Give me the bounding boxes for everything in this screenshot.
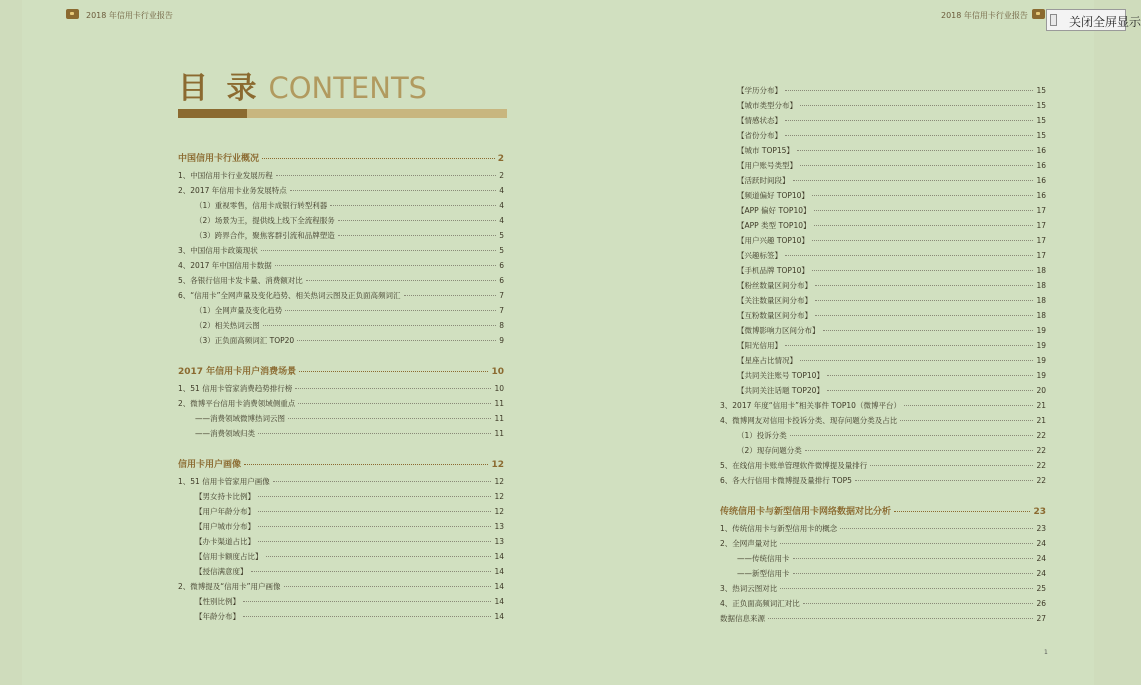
toc-entry[interactable] (178, 186, 504, 196)
toc-leader-dots (785, 90, 1033, 91)
toc-page-number: 10 (494, 384, 504, 393)
toc-entry-title: 【情感状态】 (737, 116, 782, 125)
toc-entry[interactable] (178, 384, 504, 394)
toc-page-number: 23 (1036, 524, 1046, 533)
toc-page-number: 17 (1036, 206, 1046, 215)
toc-entry-title: 【性别比例】 (195, 597, 240, 606)
toc-leader-dots (855, 480, 1034, 481)
toc-entry[interactable] (737, 191, 1046, 201)
toc-leader-dots (797, 150, 1034, 151)
toc-entry-title: 【城市 TOP15】 (737, 146, 794, 155)
toc-leader-dots (298, 403, 491, 404)
toc-page-number: 5 (499, 246, 504, 255)
toc-entry[interactable] (195, 537, 504, 547)
toc-page-number: 18 (1036, 311, 1046, 320)
title-underline-bar (178, 109, 507, 118)
toc-leader-dots (295, 388, 491, 389)
toc-leader-dots (244, 464, 488, 465)
toc-leader-dots (793, 558, 1034, 559)
toc-page-number: 22 (1036, 431, 1046, 440)
toc-leader-dots (299, 371, 488, 372)
toc-page-number: 13 (494, 537, 504, 546)
toc-entry-title: 【省份分布】 (737, 131, 782, 140)
toc-page-number: 16 (1036, 161, 1046, 170)
toc-entry[interactable] (737, 311, 1046, 321)
toc-leader-dots (785, 255, 1033, 256)
toc-page-number: 15 (1036, 131, 1046, 140)
toc-page-number: 22 (1036, 461, 1046, 470)
toc-entry[interactable] (720, 539, 1046, 549)
toc-entry[interactable] (195, 231, 504, 241)
toc-section-heading[interactable] (178, 367, 504, 377)
toc-page-number: 14 (494, 612, 504, 621)
toc-page-number: 4 (499, 201, 504, 210)
toc-leader-dots (785, 135, 1033, 136)
toc-page-number: 19 (1036, 356, 1046, 365)
header-left-title: 2018 年信用卡行业报告 (86, 11, 173, 20)
toc-entry[interactable] (195, 414, 504, 424)
toc-page-number: 13 (494, 522, 504, 531)
toc-entry-title: 2、2017 年信用卡业务发展特点 (178, 186, 287, 195)
toc-page-number: 4 (499, 186, 504, 195)
drag-handle-icon (1050, 14, 1057, 26)
toc-entry[interactable] (178, 246, 504, 256)
toc-page-number: 4 (499, 216, 504, 225)
report-logo-icon (1032, 9, 1045, 19)
toc-entry-title: 【用户年龄分布】 (195, 507, 255, 516)
toc-entry-title: 【办卡渠道占比】 (195, 537, 255, 546)
toc-entry[interactable] (720, 416, 1046, 426)
toc-entry[interactable] (195, 492, 504, 502)
toc-page-number: 10 (491, 367, 504, 377)
toc-leader-dots (815, 315, 1033, 316)
toc-entry-title: 数据信息来源 (720, 614, 765, 623)
toc-entry[interactable] (195, 522, 504, 532)
toc-entry[interactable] (720, 524, 1046, 534)
toc-entry[interactable] (195, 507, 504, 517)
toc-page-number: 14 (494, 567, 504, 576)
close-fullscreen-label: 关闭全屏显示 (1069, 15, 1141, 29)
toc-page-number: 16 (1036, 146, 1046, 155)
toc-page-number: 16 (1036, 176, 1046, 185)
toc-leader-dots (284, 586, 492, 587)
toc-entry[interactable] (720, 461, 1046, 471)
toc-entry-title: （1）全网声量及变化趋势 (195, 306, 283, 315)
toc-page-number: 14 (494, 582, 504, 591)
toc-page-number: 26 (1036, 599, 1046, 608)
toc-entry[interactable] (178, 582, 504, 592)
toc-leader-dots (306, 280, 496, 281)
toc-entry-title: 6、各大行信用卡微博提及量排行 TOP5 (720, 476, 852, 485)
toc-leader-dots (266, 556, 492, 557)
toc-entry[interactable] (178, 171, 504, 181)
toc-entry-title: 【年龄分布】 (195, 612, 240, 621)
title-underline-accent (178, 109, 247, 118)
toc-leader-dots (812, 240, 1034, 241)
toc-entry[interactable] (178, 291, 504, 301)
toc-page-number: 22 (1036, 476, 1046, 485)
toc-leader-dots (258, 526, 491, 527)
toc-entry-title: 【APP 偏好 TOP10】 (737, 206, 811, 215)
title-english: CONTENTS (268, 71, 428, 105)
toc-leader-dots (338, 235, 496, 236)
toc-entry-title: （2）现存问题分类 (737, 446, 802, 455)
toc-section-heading[interactable] (720, 507, 1046, 517)
toc-entry-title: 【学历分布】 (737, 86, 782, 95)
toc-entry-title: 【星座占比情况】 (737, 356, 797, 365)
toc-leader-dots (258, 496, 491, 497)
toc-entry[interactable] (195, 216, 504, 226)
toc-entry[interactable] (195, 552, 504, 562)
toc-page-number: 14 (494, 597, 504, 606)
toc-entry-title: 【粉丝数量区间分布】 (737, 281, 812, 290)
toc-page-number: 11 (494, 429, 504, 438)
toc-entry[interactable] (720, 614, 1046, 624)
toc-entry-title: 【互粉数量区间分布】 (737, 311, 812, 320)
toc-leader-dots (823, 330, 1034, 331)
toc-entry-title: 【授信满意度】 (195, 567, 248, 576)
toc-page-number: 9 (499, 336, 504, 345)
toc-leader-dots (800, 165, 1033, 166)
toc-entry-title: （2）场景为王，提供线上线下全流程服务 (195, 216, 335, 225)
toc-entry[interactable] (737, 161, 1046, 171)
toc-entry-title: 【男女持卡比例】 (195, 492, 255, 501)
toc-leader-dots (870, 465, 1033, 466)
toc-entry[interactable] (737, 176, 1046, 186)
toc-leader-dots (262, 158, 495, 159)
toc-entry-title: ——消费领域微博热词云图 (195, 414, 285, 423)
toc-entry-title: 1、51 信用卡管家用户画像 (178, 477, 270, 486)
toc-entry-title: 【APP 类型 TOP10】 (737, 221, 811, 230)
toc-entry-title: （2）相关热词云图 (195, 321, 260, 330)
toc-page-number: 24 (1036, 569, 1046, 578)
toc-entry-title: 【用户兴趣 TOP10】 (737, 236, 809, 245)
toc-leader-dots (261, 250, 496, 251)
toc-page-number: 11 (494, 399, 504, 408)
toc-leader-dots (263, 325, 496, 326)
toc-entry[interactable] (195, 612, 504, 622)
toc-page-number: 12 (494, 492, 504, 501)
page-number: 1 (1044, 649, 1048, 656)
toc-entry[interactable] (737, 206, 1046, 216)
toc-leader-dots (840, 528, 1033, 529)
toc-entry-title: 6、“信用卡”全网声量及变化趋势、相关热词云图及正负面高频词汇 (178, 291, 401, 300)
toc-entry[interactable] (720, 584, 1046, 594)
toc-entry[interactable] (195, 429, 504, 439)
toc-leader-dots (803, 603, 1034, 604)
toc-entry-title: 2、全网声量对比 (720, 539, 778, 548)
toc-page-number: 6 (499, 276, 504, 285)
toc-entry-title: 【信用卡额度占比】 (195, 552, 263, 561)
toc-leader-dots (814, 225, 1034, 226)
toc-entry-title: 2、微博提及“信用卡”用户画像 (178, 582, 281, 591)
toc-entry-title: 3、2017 年度“信用卡”相关事件 TOP10（微博平台） (720, 401, 901, 410)
toc-page-number: 21 (1036, 401, 1046, 410)
toc-page-number: 15 (1036, 86, 1046, 95)
toc-entry[interactable] (737, 341, 1046, 351)
toc-entry-title: 【共同关注话题 TOP20】 (737, 386, 824, 395)
toc-leader-dots (338, 220, 496, 221)
toc-entry[interactable] (195, 321, 504, 331)
toc-entry-title: 2017 年信用卡用户消费场景 (178, 367, 297, 377)
toc-entry-title: ——新型信用卡 (737, 569, 790, 578)
toc-section-heading[interactable] (178, 154, 504, 164)
toc-entry[interactable] (737, 251, 1046, 261)
toc-page-number: 14 (494, 552, 504, 561)
toc-page-number: 12 (494, 477, 504, 486)
toc-leader-dots (812, 195, 1034, 196)
toc-entry[interactable] (737, 131, 1046, 141)
toc-entry[interactable] (737, 281, 1046, 291)
toc-page-number: 18 (1036, 296, 1046, 305)
toc-page-number: 19 (1036, 341, 1046, 350)
toc-entry-title: 【微博影响力区间分布】 (737, 326, 820, 335)
toc-entry[interactable] (720, 476, 1046, 486)
toc-entry[interactable] (737, 371, 1046, 381)
toc-page-number: 2 (499, 171, 504, 180)
toc-entry-title: 5、各银行信用卡发卡量、消费额对比 (178, 276, 303, 285)
toc-leader-dots (785, 120, 1033, 121)
toc-leader-dots (780, 588, 1033, 589)
toc-leader-dots (258, 511, 491, 512)
toc-entry[interactable] (737, 116, 1046, 126)
toc-leader-dots (900, 420, 1033, 421)
toc-leader-dots (288, 418, 491, 419)
toc-entry-title: 1、中国信用卡行业发展历程 (178, 171, 273, 180)
toc-leader-dots (273, 481, 492, 482)
title-chinese: 目 录 (178, 71, 261, 106)
toc-page-number: 12 (491, 460, 504, 470)
toc-leader-dots (276, 175, 496, 176)
toc-page-number: 19 (1036, 326, 1046, 335)
toc-page-number: 6 (499, 261, 504, 270)
toc-entry-title: 3、中国信用卡政策现状 (178, 246, 258, 255)
toc-page-number: 18 (1036, 281, 1046, 290)
toc-entry[interactable] (737, 296, 1046, 306)
toc-leader-dots (790, 435, 1034, 436)
toc-page-number: 25 (1036, 584, 1046, 593)
toc-entry-title: 【阳光信用】 (737, 341, 782, 350)
toc-entry[interactable] (178, 261, 504, 271)
toc-entry[interactable] (178, 477, 504, 487)
toc-leader-dots (800, 105, 1033, 106)
toc-page-number: 22 (1036, 446, 1046, 455)
toc-entry-title: 5、在线信用卡账单管理软件微博提及量排行 (720, 461, 868, 470)
toc-entry-title: 4、2017 年中国信用卡数据 (178, 261, 272, 270)
toc-entry-title: （3）正负面高频词汇 TOP20 (195, 336, 295, 345)
toc-leader-dots (285, 310, 496, 311)
toc-leader-dots (290, 190, 496, 191)
toc-entry[interactable] (737, 356, 1046, 366)
toc-entry[interactable] (737, 326, 1046, 336)
header-right-title: 2018 年信用卡行业报告 (941, 11, 1028, 20)
toc-entry-title: 1、传统信用卡与新型信用卡的概念 (720, 524, 838, 533)
toc-entry[interactable] (737, 569, 1046, 579)
toc-entry[interactable] (737, 554, 1046, 564)
toc-leader-dots (793, 573, 1034, 574)
toc-entry-title: 1、51 信用卡管家消费趋势排行榜 (178, 384, 293, 393)
toc-leader-dots (768, 618, 1033, 619)
toc-entry-title: ——消费领域归类 (195, 429, 255, 438)
toc-entry-title: （1）投诉分类 (737, 431, 787, 440)
toc-entry-title: 中国信用卡行业概况 (178, 154, 260, 164)
toc-page-number: 16 (1036, 191, 1046, 200)
toc-entry[interactable] (737, 386, 1046, 396)
close-fullscreen-button[interactable] (1046, 9, 1141, 31)
toc-entry[interactable] (737, 221, 1046, 231)
toc-leader-dots (904, 405, 1034, 406)
toc-entry-title: （3）跨界合作，聚焦客群引流和品牌塑造 (195, 231, 335, 240)
toc-page-number: 23 (1033, 507, 1046, 517)
toc-entry-title: 【活跃时间段】 (737, 176, 790, 185)
toc-leader-dots (805, 450, 1034, 451)
toc-leader-dots (404, 295, 497, 296)
toc-entry-title: 【手机品牌 TOP10】 (737, 266, 809, 275)
toc-leader-dots (793, 180, 1034, 181)
toc-entry[interactable] (178, 399, 504, 409)
toc-page-number: 15 (1036, 101, 1046, 110)
toc-page-number: 15 (1036, 116, 1046, 125)
toc-entry[interactable] (178, 276, 504, 286)
toc-leader-dots (780, 543, 1033, 544)
toc-entry[interactable] (195, 597, 504, 607)
toc-page-number: 20 (1036, 386, 1046, 395)
toc-page-number: 18 (1036, 266, 1046, 275)
toc-entry[interactable] (720, 401, 1046, 411)
toc-page-number: 19 (1036, 371, 1046, 380)
toc-page-number: 7 (499, 306, 504, 315)
toc-entry[interactable] (737, 431, 1046, 441)
toc-leader-dots (330, 205, 496, 206)
toc-entry[interactable] (195, 201, 504, 211)
page-title (178, 70, 427, 111)
toc-entry[interactable] (195, 306, 504, 316)
toc-entry-title: 【频道偏好 TOP10】 (737, 191, 809, 200)
toc-leader-dots (814, 210, 1034, 211)
toc-leader-dots (275, 265, 496, 266)
toc-page-number: 17 (1036, 251, 1046, 260)
toc-entry-title: 【共同关注账号 TOP10】 (737, 371, 824, 380)
toc-leader-dots (258, 541, 491, 542)
toc-entry-title: ——传统信用卡 (737, 554, 790, 563)
toc-entry-title: 2、微博平台信用卡消费领域侧重点 (178, 399, 296, 408)
toc-page-number: 27 (1036, 614, 1046, 623)
toc-entry-title: 3、热词云图对比 (720, 584, 778, 593)
toc-entry[interactable] (737, 146, 1046, 156)
toc-page-number: 24 (1036, 554, 1046, 563)
toc-page-number: 12 (494, 507, 504, 516)
toc-leader-dots (785, 345, 1033, 346)
toc-entry-title: 【兴趣标签】 (737, 251, 782, 260)
toc-leader-dots (800, 360, 1033, 361)
toc-entry-title: 4、微博网友对信用卡投诉分类、现存问题分类及占比 (720, 416, 898, 425)
toc-page-number: 24 (1036, 539, 1046, 548)
toc-page-number: 2 (497, 154, 504, 164)
toc-page-number: 21 (1036, 416, 1046, 425)
toc-page-number: 11 (494, 414, 504, 423)
toc-leader-dots (258, 433, 491, 434)
toc-entry-title: 4、正负面高频词汇对比 (720, 599, 800, 608)
toc-entry[interactable] (737, 446, 1046, 456)
toc-leader-dots (894, 511, 1030, 512)
toc-entry-title: 传统信用卡与新型信用卡网络数据对比分析 (720, 507, 892, 517)
toc-page-number: 8 (499, 321, 504, 330)
toc-entry-title: （1）重视零售，信用卡成银行转型利器 (195, 201, 328, 210)
toc-leader-dots (297, 340, 496, 341)
toc-leader-dots (251, 571, 492, 572)
toc-entry-title: 【城市类型分布】 (737, 101, 797, 110)
toc-page-number: 17 (1036, 221, 1046, 230)
toc-entry-title: 【用户城市分布】 (195, 522, 255, 531)
toc-entry[interactable] (195, 567, 504, 577)
toc-entry[interactable] (737, 236, 1046, 246)
toc-leader-dots (812, 270, 1034, 271)
toc-entry-title: 【用户账号类型】 (737, 161, 797, 170)
toc-entry[interactable] (737, 266, 1046, 276)
toc-section-heading[interactable] (178, 460, 504, 470)
toc-leader-dots (243, 616, 491, 617)
toc-entry-title: 信用卡用户画像 (178, 460, 242, 470)
toc-entry[interactable] (195, 336, 504, 346)
toc-entry[interactable] (720, 599, 1046, 609)
toc-leader-dots (815, 300, 1033, 301)
toc-page-number: 7 (499, 291, 504, 300)
toc-leader-dots (827, 375, 1034, 376)
toc-entry-title: 【关注数量区间分布】 (737, 296, 812, 305)
toc-entry[interactable] (737, 101, 1046, 111)
toc-entry[interactable] (737, 86, 1046, 96)
toc-leader-dots (815, 285, 1033, 286)
report-logo-icon (66, 9, 79, 19)
toc-leader-dots (827, 390, 1034, 391)
toc-page-number: 17 (1036, 236, 1046, 245)
toc-page-number: 5 (499, 231, 504, 240)
toc-leader-dots (243, 601, 491, 602)
